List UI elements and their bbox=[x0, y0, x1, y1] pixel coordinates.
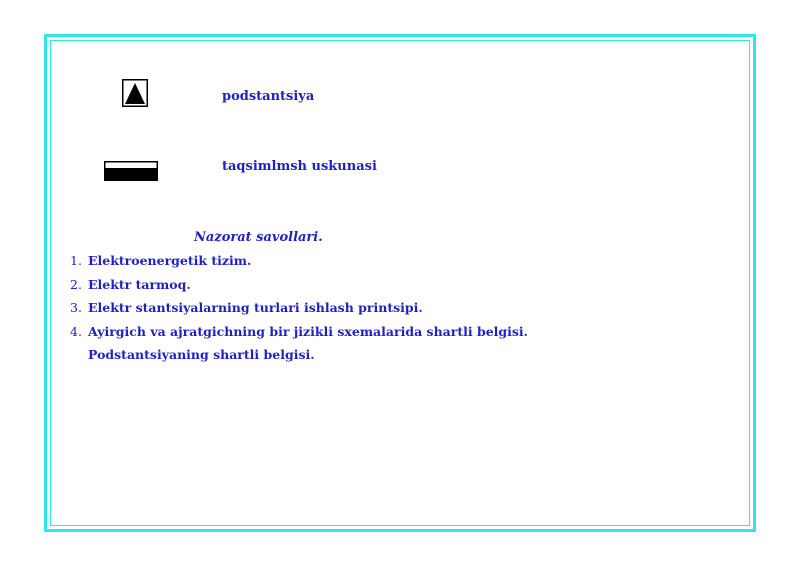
list-item-continuation: Podstantsiyaning shartli belgisi. bbox=[88, 347, 315, 362]
list-item-number: 3. bbox=[70, 300, 82, 315]
list-item bbox=[70, 324, 528, 348]
list-item-text: Elektroenergetik tizim. bbox=[88, 253, 252, 268]
questions-title: Nazorat savollari. bbox=[194, 230, 323, 245]
list-item-text: Elektr stantsiyalarning turlari ishlash printsipi. bbox=[88, 300, 423, 315]
list-item bbox=[70, 277, 528, 301]
list-item-number: 4. bbox=[70, 323, 82, 339]
distribution-device-icon bbox=[104, 161, 158, 181]
list-item bbox=[70, 253, 528, 277]
substation-icon bbox=[122, 79, 148, 107]
list-item-number: 1. bbox=[70, 253, 82, 268]
questions-list bbox=[70, 253, 528, 371]
list-item-text: Elektr tarmoq. bbox=[88, 276, 191, 292]
legend-label-substation: podstantsiya bbox=[222, 89, 315, 104]
list-item-text: Ayirgich va ajratgichning bir jizikli sxemalarida shartli belgisi. bbox=[88, 323, 529, 339]
legend-label-distribution: taqsimlmsh uskunasi bbox=[222, 159, 377, 174]
list-item-number: 2. bbox=[70, 276, 82, 292]
list-item bbox=[70, 300, 528, 324]
